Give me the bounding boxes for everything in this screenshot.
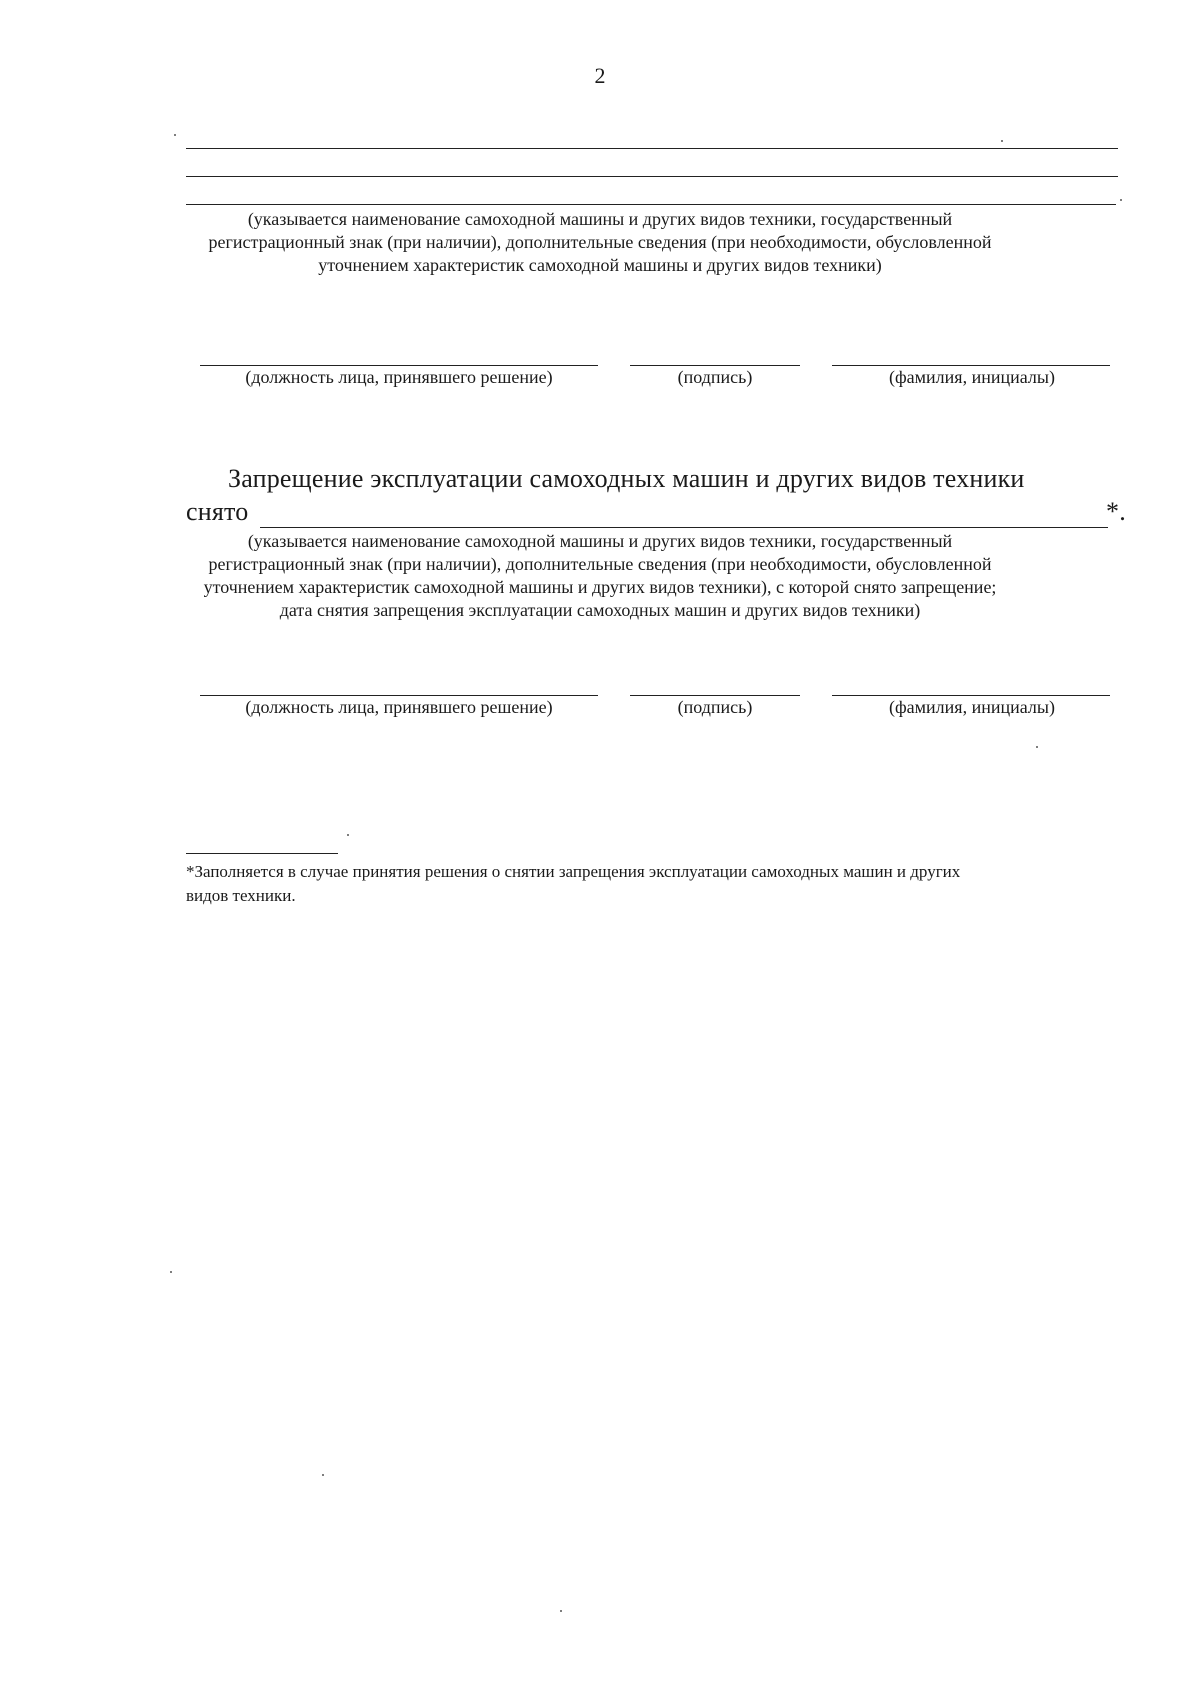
vehicle-caption xyxy=(150,208,1050,277)
fill-line-1[interactable] xyxy=(186,148,1118,149)
scan-speck xyxy=(1036,746,1038,748)
section-heading: Запрещение эксплуатации самоходных машин и других видов техники xyxy=(228,464,1025,493)
name-line[interactable] xyxy=(832,695,1110,696)
period-mark xyxy=(1120,199,1122,201)
signature-line[interactable] xyxy=(630,695,800,696)
name-label: (фамилия, инициалы) xyxy=(889,697,1055,717)
fill-line-3[interactable] xyxy=(186,204,1116,205)
footnote-line: *Заполняется в случае принятия решения о снятии запрещения эксплуатации самоходных машин и других xyxy=(186,862,961,881)
removed-vehicle-line[interactable] xyxy=(260,527,1108,528)
position-line[interactable] xyxy=(200,365,598,366)
removal-caption-line: дата снятия запрещения эксплуатации самоходных машин и других видов техники) xyxy=(279,600,921,620)
signature-line[interactable] xyxy=(630,365,800,366)
scan-speck xyxy=(174,134,176,136)
scan-speck xyxy=(1001,140,1003,142)
removal-caption-line: уточнением характеристик самоходной машины и других видов техники), с которой снято запрещение; xyxy=(203,577,997,597)
fill-line-2[interactable] xyxy=(186,176,1118,177)
name-label: (фамилия, инициалы) xyxy=(889,367,1055,387)
position-label: (должность лица, принявшего решение) xyxy=(245,367,553,387)
removed-label: снято xyxy=(186,497,249,526)
position-label: (должность лица, принявшего решение) xyxy=(245,697,553,717)
scan-speck xyxy=(170,1271,172,1273)
signature-label: (подпись) xyxy=(677,367,753,387)
removal-caption-line: регистрационный знак (при наличии), дополнительные сведения (при необходимости, обусловленной xyxy=(208,554,992,574)
vehicle-caption-line: уточнением характеристик самоходной машины и других видов техники) xyxy=(318,255,882,275)
removal-caption xyxy=(150,530,1050,622)
name-line[interactable] xyxy=(832,365,1110,366)
vehicle-caption-line: регистрационный знак (при наличии), дополнительные сведения (при необходимости, обусловленной xyxy=(208,232,992,252)
footnote-separator xyxy=(186,853,338,854)
removal-caption-line: (указывается наименование самоходной машины и других видов техники, государственный xyxy=(247,531,953,551)
vehicle-caption-line: (указывается наименование самоходной машины и других видов техники, государственный xyxy=(247,209,953,229)
scan-speck xyxy=(322,1474,324,1476)
page-number: 2 xyxy=(594,63,606,88)
footnote-line: видов техники. xyxy=(186,886,296,905)
footnote xyxy=(186,860,1128,908)
signature-label: (подпись) xyxy=(677,697,753,717)
scan-speck xyxy=(347,834,349,836)
scan-speck xyxy=(560,1610,562,1612)
position-line[interactable] xyxy=(200,695,598,696)
asterisk-mark: *. xyxy=(1106,497,1126,526)
